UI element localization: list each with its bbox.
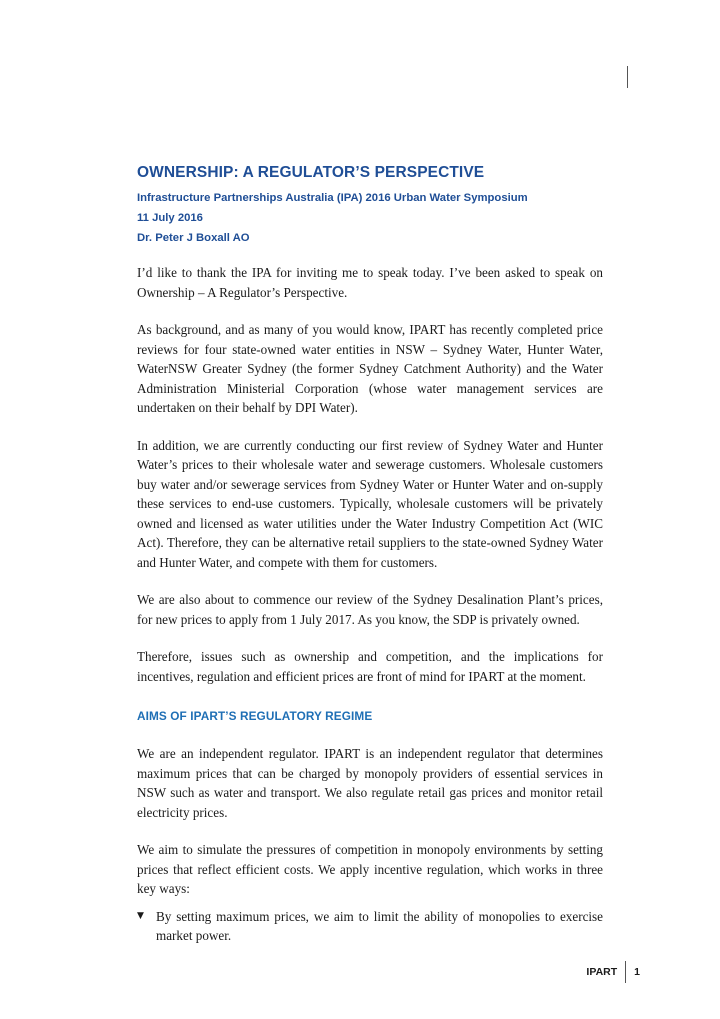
paragraph: As background, and as many of you would know, IPART has recently completed price reviews for four state-owned water entities in NSW – Sydney Water, Hunter Water, WaterNSW Greater Sydney (the former Sydney Catchment Authority) and the Water Administration Ministerial Corporation (whose water management services are undertaken on their behalf by DPI Water).: [137, 322, 603, 415]
triangle-down-icon: ▼: [137, 910, 144, 921]
bullet-list: [137, 907, 603, 946]
list-item-text: By setting maximum prices, we aim to limit the ability of monopolies to exercise market power.: [156, 908, 603, 943]
document-body: [137, 164, 603, 946]
event-name: Infrastructure Partnerships Australia (IPA) 2016 Urban Water Symposium: [137, 192, 528, 204]
section-heading: AIMS OF IPART’S REGULATORY REGIME: [137, 709, 373, 723]
paragraph: Therefore, issues such as ownership and competition, and the implications for incentives, regulation and efficient prices are front of mind for IPART at the moment.: [137, 649, 603, 684]
paragraph: We are also about to commence our review of the Sydney Desalination Plant’s prices, for new prices to apply from 1 July 2017. As you know, the SDP is privately owned.: [137, 592, 603, 627]
document-title: OWNERSHIP: A REGULATOR’S PERSPECTIVE: [137, 164, 485, 181]
footer-org: IPART: [586, 966, 618, 978]
paragraph: We aim to simulate the pressures of competition in monopoly environments by setting prices that reflect efficient costs. We apply incentive regulation, which works in three key ways:: [137, 842, 603, 896]
paragraph: In addition, we are currently conducting our first review of Sydney Water and Hunter Water’s prices to their wholesale water and sewerage customers. Wholesale customers buy water and/or sewerage services from Sydney Water or Hunter Water and on-supply these services to end-use customers. Typically, wholesale customers will be privately owned and licensed as water utilities under the Water Industry Competition Act (WIC Act). Therefore, they can be alternative retail suppliers to the state-owned Sydney Water and Hunter Water, and compete with them for customers.: [137, 437, 603, 570]
page-footer: [586, 961, 640, 983]
footer-divider: [625, 961, 626, 983]
paragraph: I’d like to thank the IPA for inviting me to speak today. I’ve been asked to speak on Ownership – A Regulator’s Perspective.: [137, 265, 603, 300]
list-item: [137, 907, 603, 946]
header-rule: [627, 66, 628, 88]
speaker-name: Dr. Peter J Boxall AO: [137, 232, 250, 244]
event-date: 11 July 2016: [137, 212, 203, 224]
paragraph: We are an independent regulator. IPART is an independent regulator that determines maximum prices that can be charged by monopoly providers of essential services in NSW such as water and transport. We also regulate retail gas prices and monitor retail electricity prices.: [137, 746, 603, 820]
page-number: 1: [634, 966, 640, 978]
